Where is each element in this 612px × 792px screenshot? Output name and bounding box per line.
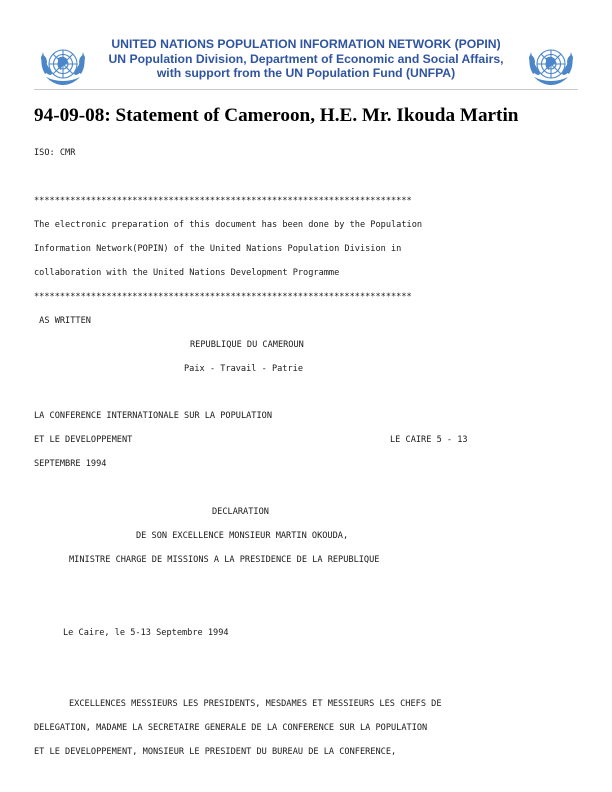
intro-line: collaboration with the United Nations Development Programme — [34, 268, 340, 278]
iso-code: ISO: CMR — [34, 148, 76, 158]
speaker-line: DE SON EXCELLENCE MONSIEUR MARTIN OKOUDA, — [136, 531, 349, 541]
un-emblem-icon — [524, 38, 578, 92]
dateline: Le Caire, le 5-13 Septembre 1994 — [63, 628, 229, 638]
intro-line: Information Network(POPIN) of the United Nations Population Division in — [34, 244, 402, 254]
intro-line: The electronic preparation of this document has been done by the Population — [34, 220, 423, 230]
body-paragraph-line: EXCELLENCES MESSIEURS LES PRESIDENTS, MESDAMES ET MESSIEURS LES CHEFS DE — [69, 699, 442, 709]
as-written-note: AS WRITTEN — [34, 316, 91, 326]
place-and-date: LE CAIRE 5 - 13 — [390, 435, 468, 445]
national-motto: Paix - Travail - Patrie — [184, 364, 303, 374]
separator-stars: ************************************************************************* — [34, 292, 412, 302]
conference-line: ET LE DEVELOPPEMENT — [34, 435, 133, 445]
republic-heading: REPUBLIQUE DU CAMEROUN — [190, 340, 304, 350]
conference-line: LA CONFERENCE INTERNATIONALE SUR LA POPULATION — [34, 411, 272, 421]
declaration-heading: DECLARATION — [212, 507, 269, 517]
conference-line: SEPTEMBRE 1994 — [34, 459, 107, 469]
body-paragraph-line: ET LE DEVELOPPEMENT, MONSIEUR LE PRESIDENT DU BUREAU DE LA CONFERENCE, — [34, 747, 397, 757]
header-text — [90, 37, 522, 81]
un-emblem-icon — [36, 38, 90, 92]
page-header — [0, 0, 612, 92]
header-divider — [34, 89, 578, 90]
separator-stars: ************************************************************************* — [34, 196, 412, 206]
header-line-2: UN Population Division, Department of Economic and Social Affairs, — [108, 51, 504, 66]
header-line-1: UNITED NATIONS POPULATION INFORMATION NETWORK (POPIN) — [111, 37, 501, 51]
page-title: 94-09-08: Statement of Cameroon, H.E. Mr. Ikouda Martin — [34, 105, 519, 126]
body-paragraph-line: DELEGATION, MADAME LA SECRETAIRE GENERALE DE LA CONFERENCE SUR LA POPULATION — [34, 723, 428, 733]
speaker-title: MINISTRE CHARGE DE MISSIONS A LA PRESIDENCE DE LA REPUBLIQUE — [69, 555, 380, 565]
header-line-3: with support from the UN Population Fund (UNFPA) — [156, 66, 456, 80]
